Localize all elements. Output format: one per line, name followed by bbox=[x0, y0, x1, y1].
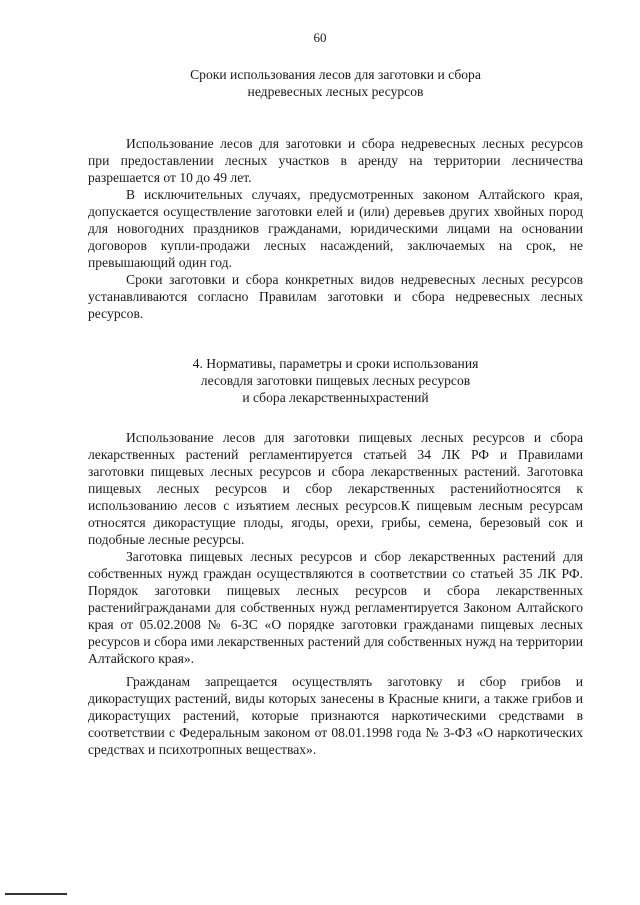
section-2-title-line: 4. Нормативы, параметры и сроки использования bbox=[192, 356, 479, 371]
section-2-title-line: и сбора лекарственныхрастений bbox=[242, 390, 429, 405]
section-1-title-line: недревесных лесных ресурсов bbox=[247, 84, 424, 99]
section-1-paragraph: В исключительных случаях, предусмотренных законом Алтайского края, допускается осуществление заготовки елей и (или) деревьев других хвойных пород для новогодних праздников гражданами, юридическими лицами на основании договоров купли-продажи лесных насаждений, заключаемых на срок, не превышающий один год. bbox=[88, 187, 583, 270]
section-1-paragraph: Сроки заготовки и сбора конкретных видов недревесных лесных ресурсов устанавливаются согласно Правилам заготовки и сбора недревесных лесных ресурсов. bbox=[88, 272, 583, 321]
section-2-paragraph: Заготовка пищевых лесных ресурсов и сбор лекарственных растений для собственных нужд граждан осуществляются в соответствии со статьей 35 ЛК РФ. Порядок заготовки пищевых лесных ресурсов и сбора лекарственных растенийгражданами для собственных нужд регламентируется Законом Алтайского края от 05.02.2008 № 6-ЗС «О порядке заготовки гражданами пищевых лесных ресурсов и сбора ими лекарственных растений для собственных нужд на территории Алтайского края». bbox=[88, 549, 583, 666]
section-2-paragraph: Гражданам запрещается осуществлять заготовку и сбор грибов и дикорастущих растений, виды которых занесены в Красные книги, а также грибов и дикорастущих растений, которые признаются наркотическими средствами в соответствии с Федеральным законом от 08.01.1998 года № 3-ФЗ «О наркотических средствах и психотропных веществах». bbox=[88, 674, 583, 757]
section-1-title bbox=[88, 66, 583, 100]
page-number: 60 bbox=[313, 30, 327, 45]
section-1-title-line: Сроки использования лесов для заготовки и сбора bbox=[190, 67, 481, 82]
section-1-paragraph: Использование лесов для заготовки и сбора недревесных лесных ресурсов при предоставлении лесных участков в аренду на территории лесничества разрешается от 10 до 49 лет. bbox=[88, 136, 583, 185]
section-2-title bbox=[88, 355, 583, 406]
section-2-title-line: лесовдля заготовки пищевых лесных ресурсов bbox=[200, 373, 471, 388]
section-2-paragraph: Использование лесов для заготовки пищевых лесных ресурсов и сбора лекарственных растений регламентируется статьей 34 ЛК РФ и Правилами заготовки пищевых лесных ресурсов и сбора лекарственных растений. Заготовка пищевых лесных ресурсов и сбор лекарственных растенийотносятся к использованию лесов с изъятием лесных ресурсов.К пищевым лесным ресурсам относятся дикорастущие плоды, ягоды, орехи, грибы, семена, березовый сок и подобные лесные ресурсы. bbox=[88, 430, 583, 547]
page-content bbox=[88, 66, 583, 758]
footer-rule bbox=[5, 893, 67, 895]
